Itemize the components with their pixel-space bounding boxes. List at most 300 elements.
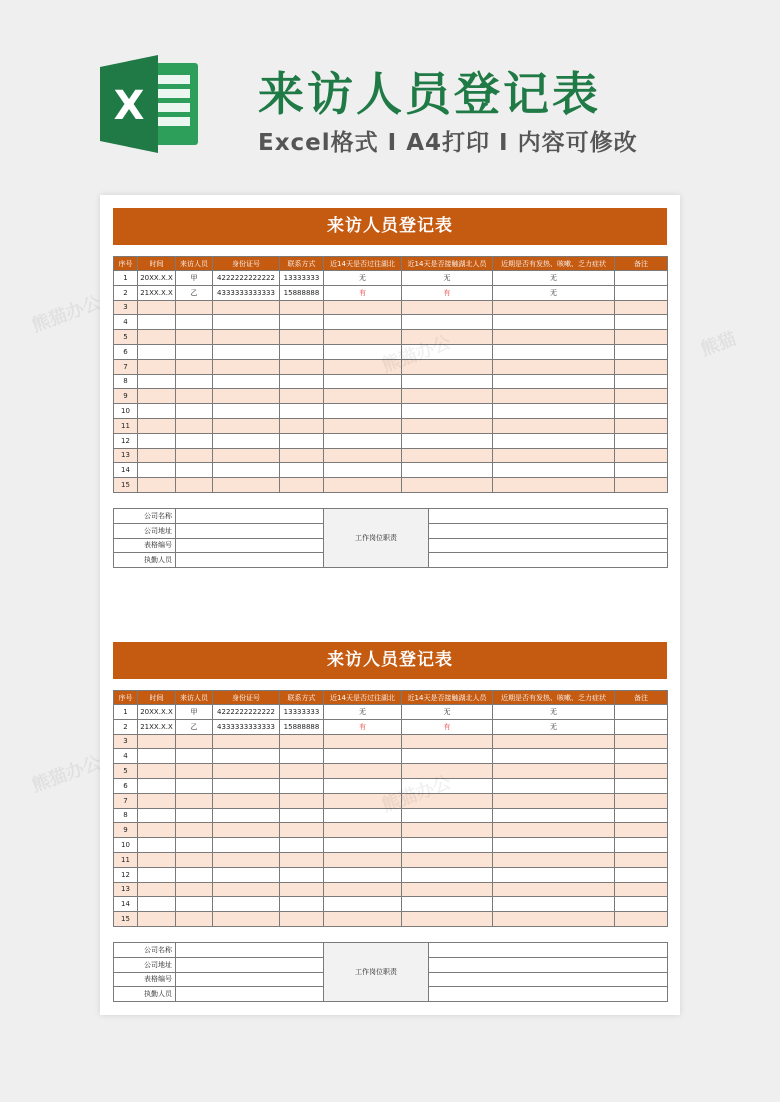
table-cell[interactable] — [213, 404, 280, 419]
table-cell[interactable] — [280, 359, 324, 374]
table-cell[interactable] — [213, 478, 280, 493]
table-cell[interactable]: 8 — [114, 374, 138, 389]
info-value-cell[interactable] — [176, 972, 324, 987]
table-cell[interactable] — [615, 912, 668, 927]
table-cell[interactable] — [280, 463, 324, 478]
table-cell[interactable]: 21XX.X.X — [138, 719, 176, 734]
table-cell[interactable] — [176, 793, 213, 808]
table-cell[interactable] — [213, 433, 280, 448]
table-cell[interactable] — [615, 433, 668, 448]
table-cell[interactable] — [176, 478, 213, 493]
table-cell[interactable]: 10 — [114, 838, 138, 853]
table-cell[interactable] — [615, 344, 668, 359]
table-cell[interactable] — [493, 315, 615, 330]
job-duty-cell[interactable] — [429, 508, 668, 523]
table-cell[interactable] — [138, 897, 176, 912]
table-cell[interactable]: 2 — [114, 285, 138, 300]
job-duty-cell[interactable] — [429, 942, 668, 957]
table-cell[interactable]: 乙 — [176, 285, 213, 300]
table-cell[interactable] — [402, 374, 493, 389]
table-cell[interactable] — [615, 418, 668, 433]
table-cell[interactable] — [138, 359, 176, 374]
table-cell[interactable] — [176, 374, 213, 389]
table-cell[interactable]: 无 — [324, 271, 402, 286]
table-cell[interactable] — [324, 418, 402, 433]
table-cell[interactable]: 6 — [114, 778, 138, 793]
info-label: 表格编号 — [114, 538, 176, 553]
table-cell[interactable] — [213, 823, 280, 838]
table-cell[interactable] — [176, 734, 213, 749]
table-cell[interactable]: 21XX.X.X — [138, 285, 176, 300]
table-cell[interactable] — [176, 852, 213, 867]
table-cell[interactable]: 甲 — [176, 271, 213, 286]
table-cell[interactable] — [213, 852, 280, 867]
table-cell[interactable]: 9 — [114, 389, 138, 404]
job-duty-cell[interactable] — [429, 553, 668, 568]
table-cell[interactable] — [280, 882, 324, 897]
table-cell[interactable] — [493, 448, 615, 463]
info-value-cell[interactable] — [176, 942, 324, 957]
job-duty-cell[interactable] — [429, 523, 668, 538]
table-cell[interactable]: 无 — [324, 705, 402, 720]
table-cell[interactable] — [176, 838, 213, 853]
table-cell[interactable] — [615, 300, 668, 315]
table-cell[interactable] — [324, 359, 402, 374]
table-cell[interactable] — [493, 330, 615, 345]
table-cell[interactable] — [176, 418, 213, 433]
table-cell[interactable] — [176, 330, 213, 345]
table-cell[interactable] — [615, 389, 668, 404]
table-cell[interactable] — [493, 433, 615, 448]
table-cell[interactable] — [280, 778, 324, 793]
table-cell[interactable] — [138, 808, 176, 823]
table-cell[interactable]: 4 — [114, 315, 138, 330]
table-cell[interactable] — [138, 448, 176, 463]
table-cell[interactable] — [402, 808, 493, 823]
table-cell[interactable] — [213, 778, 280, 793]
table-cell[interactable] — [213, 359, 280, 374]
table-cell[interactable] — [493, 359, 615, 374]
table-cell[interactable]: 无 — [493, 705, 615, 720]
table-cell[interactable]: 乙 — [176, 719, 213, 734]
table-cell[interactable]: 3 — [114, 734, 138, 749]
table-cell[interactable]: 3 — [114, 300, 138, 315]
table-cell[interactable] — [280, 749, 324, 764]
table-cell[interactable] — [493, 882, 615, 897]
table-cell[interactable] — [493, 764, 615, 779]
table-cell[interactable] — [402, 330, 493, 345]
table-cell[interactable]: 2 — [114, 719, 138, 734]
table-cell[interactable] — [615, 404, 668, 419]
job-duty-cell[interactable] — [429, 538, 668, 553]
table-cell[interactable]: 9 — [114, 823, 138, 838]
table-cell[interactable] — [280, 404, 324, 419]
job-duty-cell[interactable] — [429, 972, 668, 987]
table-cell[interactable]: 4333333333333 — [213, 285, 280, 300]
table-cell[interactable] — [493, 300, 615, 315]
table-cell[interactable] — [138, 838, 176, 853]
table-cell[interactable] — [402, 404, 493, 419]
table-cell[interactable] — [615, 764, 668, 779]
table-cell[interactable]: 11 — [114, 852, 138, 867]
table-cell[interactable] — [324, 912, 402, 927]
table-cell[interactable]: 有 — [324, 285, 402, 300]
info-table — [113, 942, 668, 1002]
table-row — [114, 808, 668, 823]
table-cell[interactable] — [493, 808, 615, 823]
table-cell[interactable] — [280, 808, 324, 823]
table-cell[interactable] — [324, 852, 402, 867]
table-cell[interactable] — [176, 882, 213, 897]
table-cell[interactable] — [213, 867, 280, 882]
table-cell[interactable] — [138, 374, 176, 389]
table-cell[interactable]: 13333333 — [280, 705, 324, 720]
table-cell[interactable] — [324, 793, 402, 808]
table-cell[interactable] — [213, 463, 280, 478]
table-cell[interactable]: 4222222222222 — [213, 271, 280, 286]
table-cell[interactable] — [213, 764, 280, 779]
table-cell[interactable] — [280, 897, 324, 912]
column-header: 联系方式 — [280, 691, 324, 705]
table-cell[interactable] — [493, 912, 615, 927]
table-cell[interactable] — [213, 808, 280, 823]
table-cell[interactable] — [615, 734, 668, 749]
table-cell[interactable] — [402, 359, 493, 374]
job-duty-cell[interactable] — [429, 987, 668, 1002]
table-cell[interactable]: 12 — [114, 433, 138, 448]
table-cell[interactable] — [324, 374, 402, 389]
table-cell[interactable] — [280, 448, 324, 463]
table-cell[interactable] — [493, 389, 615, 404]
table-cell[interactable] — [213, 749, 280, 764]
table-cell[interactable] — [493, 793, 615, 808]
table-cell[interactable] — [213, 734, 280, 749]
table-cell[interactable] — [402, 448, 493, 463]
table-cell[interactable] — [138, 823, 176, 838]
table-cell[interactable] — [324, 823, 402, 838]
table-cell[interactable] — [324, 315, 402, 330]
table-cell[interactable] — [324, 749, 402, 764]
table-cell[interactable] — [324, 389, 402, 404]
table-cell[interactable] — [324, 478, 402, 493]
table-cell[interactable] — [213, 897, 280, 912]
table-cell[interactable] — [493, 897, 615, 912]
table-cell[interactable] — [324, 734, 402, 749]
table-cell[interactable] — [402, 838, 493, 853]
table-row — [114, 793, 668, 808]
table-row — [114, 359, 668, 374]
table-cell[interactable]: 13 — [114, 882, 138, 897]
table-cell[interactable] — [324, 808, 402, 823]
table-cell[interactable] — [138, 478, 176, 493]
table-cell[interactable] — [493, 478, 615, 493]
table-cell[interactable]: 7 — [114, 793, 138, 808]
table-cell[interactable] — [280, 344, 324, 359]
table-cell[interactable] — [493, 374, 615, 389]
table-row — [114, 852, 668, 867]
table-cell[interactable] — [402, 764, 493, 779]
table-cell[interactable] — [493, 734, 615, 749]
table-cell[interactable] — [615, 793, 668, 808]
table-cell[interactable]: 无 — [493, 271, 615, 286]
table-cell[interactable]: 20XX.X.X — [138, 271, 176, 286]
table-cell[interactable] — [615, 463, 668, 478]
table-cell[interactable] — [280, 867, 324, 882]
table-row — [114, 719, 668, 734]
table-cell[interactable] — [138, 418, 176, 433]
table-cell[interactable] — [402, 478, 493, 493]
table-cell[interactable] — [615, 705, 668, 720]
table-cell[interactable] — [493, 823, 615, 838]
table-cell[interactable] — [615, 271, 668, 286]
table-cell[interactable]: 无 — [402, 705, 493, 720]
table-cell[interactable] — [280, 315, 324, 330]
table-cell[interactable] — [138, 734, 176, 749]
table-cell[interactable]: 15888888 — [280, 719, 324, 734]
table-cell[interactable] — [138, 463, 176, 478]
table-cell[interactable]: 1 — [114, 705, 138, 720]
info-value-cell[interactable] — [176, 538, 324, 553]
table-cell[interactable] — [138, 882, 176, 897]
table-cell[interactable] — [493, 418, 615, 433]
table-cell[interactable] — [324, 330, 402, 345]
table-cell[interactable] — [402, 418, 493, 433]
table-cell[interactable] — [280, 418, 324, 433]
watermark: 熊猫办公 — [29, 292, 104, 337]
table-cell[interactable] — [138, 778, 176, 793]
table-cell[interactable] — [176, 463, 213, 478]
table-cell[interactable] — [176, 778, 213, 793]
table-cell[interactable] — [138, 867, 176, 882]
table-cell[interactable] — [280, 478, 324, 493]
table-cell[interactable] — [402, 793, 493, 808]
info-value-cell[interactable] — [176, 987, 324, 1002]
table-cell[interactable] — [280, 912, 324, 927]
table-cell[interactable]: 甲 — [176, 705, 213, 720]
table-cell[interactable] — [138, 852, 176, 867]
table-cell[interactable] — [324, 344, 402, 359]
table-cell[interactable] — [176, 344, 213, 359]
table-cell[interactable] — [213, 418, 280, 433]
table-cell[interactable] — [402, 315, 493, 330]
table-cell[interactable] — [402, 389, 493, 404]
table-cell[interactable] — [138, 344, 176, 359]
table-cell[interactable] — [213, 912, 280, 927]
table-cell[interactable]: 12 — [114, 867, 138, 882]
table-row — [114, 838, 668, 853]
table-cell[interactable] — [213, 389, 280, 404]
table-cell[interactable] — [176, 389, 213, 404]
table-cell[interactable] — [176, 808, 213, 823]
table-cell[interactable] — [615, 882, 668, 897]
table-cell[interactable] — [324, 778, 402, 793]
table-cell[interactable] — [324, 867, 402, 882]
table-cell[interactable] — [493, 867, 615, 882]
table-cell[interactable] — [280, 300, 324, 315]
table-cell[interactable] — [615, 719, 668, 734]
table-cell[interactable] — [138, 912, 176, 927]
table-cell[interactable] — [176, 749, 213, 764]
table-cell[interactable] — [402, 912, 493, 927]
table-cell[interactable] — [176, 315, 213, 330]
table-cell[interactable]: 7 — [114, 359, 138, 374]
table-cell[interactable]: 4333333333333 — [213, 719, 280, 734]
table-cell[interactable] — [176, 912, 213, 927]
table-cell[interactable]: 4222222222222 — [213, 705, 280, 720]
table-cell[interactable] — [138, 749, 176, 764]
table-cell[interactable] — [213, 330, 280, 345]
table-cell[interactable] — [402, 463, 493, 478]
table-cell[interactable]: 有 — [324, 719, 402, 734]
table-cell[interactable] — [213, 838, 280, 853]
table-cell[interactable] — [402, 778, 493, 793]
info-value-cell[interactable] — [176, 957, 324, 972]
table-cell[interactable]: 15 — [114, 912, 138, 927]
table-cell[interactable]: 15888888 — [280, 285, 324, 300]
table-cell[interactable]: 20XX.X.X — [138, 705, 176, 720]
table-cell[interactable] — [615, 749, 668, 764]
table-cell[interactable] — [280, 838, 324, 853]
table-cell[interactable] — [493, 838, 615, 853]
table-cell[interactable]: 8 — [114, 808, 138, 823]
table-cell[interactable] — [493, 852, 615, 867]
table-cell[interactable] — [615, 852, 668, 867]
table-cell[interactable] — [176, 823, 213, 838]
table-cell[interactable]: 1 — [114, 271, 138, 286]
table-cell[interactable] — [213, 374, 280, 389]
table-cell[interactable]: 13333333 — [280, 271, 324, 286]
table-cell[interactable]: 6 — [114, 344, 138, 359]
info-value-cell[interactable] — [176, 523, 324, 538]
table-cell[interactable] — [213, 344, 280, 359]
table-cell[interactable] — [324, 300, 402, 315]
table-cell[interactable] — [615, 448, 668, 463]
table-cell[interactable] — [176, 764, 213, 779]
info-label: 公司名称 — [114, 942, 176, 957]
info-value-cell[interactable] — [176, 508, 324, 523]
table-cell[interactable] — [402, 823, 493, 838]
table-row — [114, 823, 668, 838]
job-duty-cell[interactable] — [429, 957, 668, 972]
table-cell[interactable] — [213, 793, 280, 808]
table-cell[interactable] — [402, 433, 493, 448]
table-cell[interactable]: 13 — [114, 448, 138, 463]
table-cell[interactable]: 4 — [114, 749, 138, 764]
table-cell[interactable] — [402, 749, 493, 764]
table-cell[interactable] — [280, 823, 324, 838]
table-cell[interactable] — [324, 404, 402, 419]
table-cell[interactable] — [402, 897, 493, 912]
table-cell[interactable] — [493, 463, 615, 478]
table-cell[interactable]: 无 — [493, 719, 615, 734]
table-cell[interactable] — [615, 897, 668, 912]
table-cell[interactable] — [176, 897, 213, 912]
table-cell[interactable] — [138, 764, 176, 779]
table-cell[interactable]: 5 — [114, 330, 138, 345]
table-cell[interactable] — [615, 778, 668, 793]
info-value-cell[interactable] — [176, 553, 324, 568]
table-cell[interactable] — [402, 344, 493, 359]
table-cell[interactable] — [176, 867, 213, 882]
table-cell[interactable] — [280, 433, 324, 448]
table-cell[interactable] — [176, 433, 213, 448]
table-cell[interactable]: 11 — [114, 418, 138, 433]
table-cell[interactable] — [615, 808, 668, 823]
table-cell[interactable]: 无 — [402, 271, 493, 286]
table-cell[interactable] — [615, 359, 668, 374]
table-cell[interactable] — [402, 852, 493, 867]
table-cell[interactable]: 14 — [114, 463, 138, 478]
table-cell[interactable]: 5 — [114, 764, 138, 779]
table-cell[interactable] — [213, 882, 280, 897]
table-cell[interactable] — [280, 389, 324, 404]
table-cell[interactable] — [324, 448, 402, 463]
table-cell[interactable] — [138, 793, 176, 808]
table-cell[interactable] — [213, 448, 280, 463]
table-row — [114, 749, 668, 764]
table-cell[interactable] — [138, 433, 176, 448]
table-cell[interactable] — [615, 315, 668, 330]
table-cell[interactable] — [138, 330, 176, 345]
table-cell[interactable] — [615, 330, 668, 345]
table-cell[interactable] — [280, 793, 324, 808]
table-cell[interactable] — [176, 359, 213, 374]
table-cell[interactable] — [176, 404, 213, 419]
table-cell[interactable] — [280, 330, 324, 345]
table-cell[interactable] — [213, 315, 280, 330]
table-cell[interactable] — [280, 734, 324, 749]
table-cell[interactable] — [280, 764, 324, 779]
table-cell[interactable]: 无 — [493, 285, 615, 300]
table-cell[interactable] — [402, 300, 493, 315]
table-cell[interactable] — [324, 897, 402, 912]
table-cell[interactable] — [176, 448, 213, 463]
table-cell[interactable] — [493, 344, 615, 359]
table-cell[interactable] — [615, 867, 668, 882]
table-cell[interactable] — [176, 300, 213, 315]
table-cell[interactable] — [615, 823, 668, 838]
table-cell[interactable] — [138, 300, 176, 315]
table-cell[interactable] — [280, 374, 324, 389]
table-cell[interactable]: 15 — [114, 478, 138, 493]
table-cell[interactable] — [615, 285, 668, 300]
table-cell[interactable] — [324, 838, 402, 853]
table-cell[interactable] — [324, 433, 402, 448]
table-cell[interactable] — [402, 734, 493, 749]
table-cell[interactable] — [280, 852, 324, 867]
table-cell[interactable]: 有 — [402, 719, 493, 734]
table-cell[interactable] — [493, 778, 615, 793]
table-cell[interactable] — [138, 404, 176, 419]
table-cell[interactable] — [615, 838, 668, 853]
table-cell[interactable] — [493, 404, 615, 419]
table-cell[interactable] — [324, 463, 402, 478]
table-cell[interactable] — [402, 882, 493, 897]
table-cell[interactable] — [615, 478, 668, 493]
table-cell[interactable] — [493, 749, 615, 764]
table-cell[interactable] — [402, 867, 493, 882]
table-cell[interactable] — [324, 764, 402, 779]
table-cell[interactable] — [615, 374, 668, 389]
table-cell[interactable] — [138, 389, 176, 404]
table-cell[interactable]: 有 — [402, 285, 493, 300]
table-cell[interactable] — [138, 315, 176, 330]
info-label: 公司地址 — [114, 523, 176, 538]
table-cell[interactable]: 10 — [114, 404, 138, 419]
table-cell[interactable] — [213, 300, 280, 315]
table-cell[interactable]: 14 — [114, 897, 138, 912]
table-cell[interactable] — [324, 882, 402, 897]
